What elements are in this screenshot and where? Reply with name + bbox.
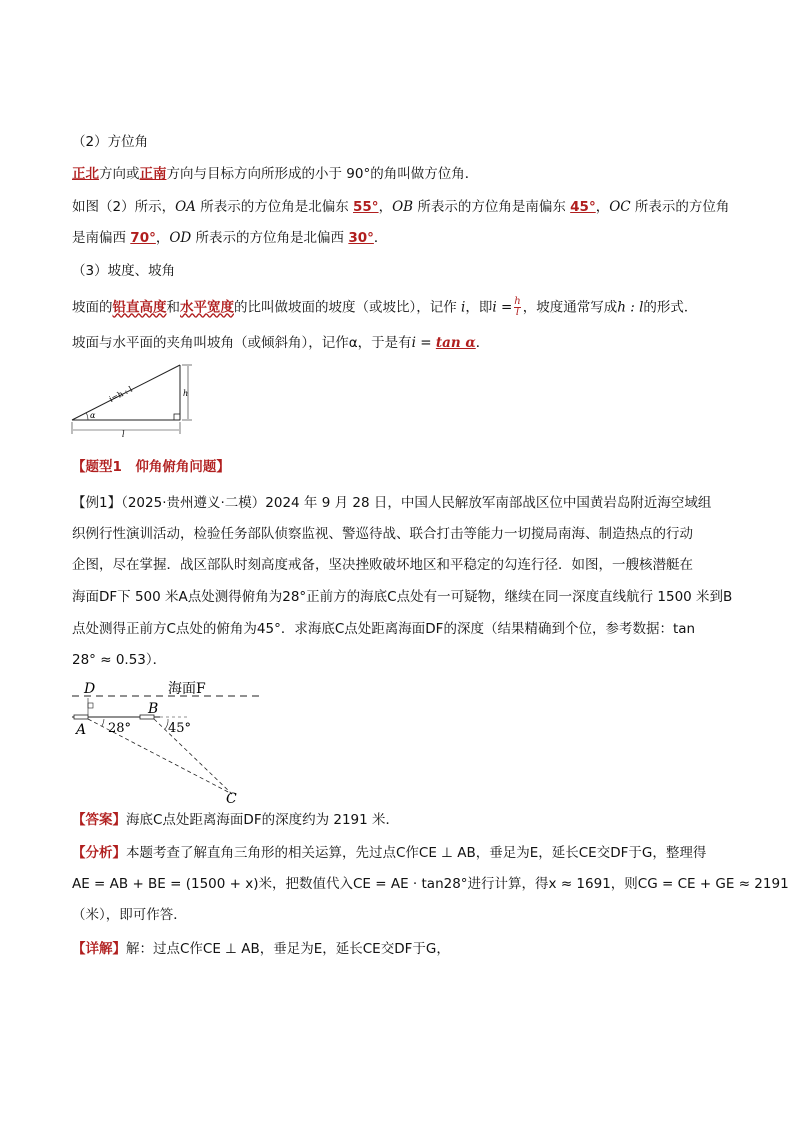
label-angle-45: 45° [168,721,192,736]
text: 所表示的方位角是南偏东 [413,199,571,215]
text: ，坡度通常写成 [522,299,618,316]
answer-blank: 55° [353,199,379,215]
topic-title: 【题型1 仰角俯角问题】 [72,459,230,475]
question-line-1: 【例1】（2025·贵州遵义·二模）2024 年 9 月 28 日，中国人民解放军南部战区位中国黄岩岛附近海空域组 [72,495,712,511]
keyword-south: 正南 [139,166,167,182]
text: 的形式． [643,299,698,316]
answer-blank: 45° [570,199,596,215]
azimuth-definition [72,164,722,184]
question-line-5: 点处测得正前方C点处的俯角为45°．求海底C点处距离海面DF的深度（结果精确到个位，参考数据：tan [72,621,696,637]
angle-arc [86,413,88,420]
text: 坡面的 [72,299,113,316]
text: 如图（2）所示， [72,199,176,215]
text: ，即 [465,299,493,316]
alpha-label: α [90,411,96,420]
text: 的比叫做坡面的坡度（或坡比），记作 [234,299,462,316]
question-line-6: 28° ≈ 0.53）． [72,652,167,668]
analysis-line-2: AE = AB + BE = (1500 + x)米，把数值代入CE = AE · tan28°进行计算，得x ≈ 1691，则CG = CE + GE ≈ 2191 [72,876,789,892]
label-c: C [226,791,237,806]
angle-arc-a [102,719,104,726]
fraction-h-over-l [514,297,520,318]
question-line-3: 企图，尽在掌握．战区部队时刻高度戒备，坚决挫败破坏地区和平稳定的勾连行径．如图，一艘核潜艇在 [72,557,693,573]
text: 坡面与水平面的夹角叫坡角（或倾斜角），记作α，于是有 [72,335,412,351]
label-d: D [84,681,96,697]
text: 是南偏西 [72,230,131,246]
ray-oc: OC [609,199,631,215]
label-sea-f: 海面F [168,681,206,697]
height-label: h [183,389,189,398]
text: 所表示的方位角是北偏东 [195,199,354,215]
analysis-text: 本题考查了解直角三角形的相关运算，先过点C作CE ⊥ AB，垂足为E，延长CE交DF于G，整理得 [126,845,707,861]
answer-tag: 【答案】 [72,812,126,828]
text: 和 [166,299,180,316]
formula-i: i = [411,335,436,351]
section-3-title: （3）坡度、坡角 [72,263,176,279]
fraction-numerator: h [514,296,521,307]
slope-figure [68,360,198,440]
label-angle-28: 28° [108,721,132,736]
answer-line [72,810,722,830]
label-a: A [76,722,87,738]
text: ． [475,335,490,351]
question-line-4: 海面DF下 500 米A点处测得俯角为28°正前方的海底C点处有一可疑物，继续在同一深度直线航行 1500 米到B [72,589,733,605]
slope-definition [72,297,722,318]
analysis-tag: 【分析】 [72,845,126,861]
label-b: B [148,701,159,717]
text: ， [378,199,393,215]
formula-i: i = [492,299,513,316]
submarine-a [74,715,88,719]
width-label: l [122,430,125,439]
detail-tag: 【详解】 [72,941,126,957]
question-line-2: 织例行性演训活动，检验任务部队侦察监视、警巡待战、联合打击等能力一切搅局南海、制造热点的行动 [72,526,693,542]
text: ， [595,199,610,215]
answer-text: 海底C点处距离海面DF的深度约为 2191 米． [126,812,400,828]
keyword-north: 正北 [72,166,99,182]
hypotenuse-label: i=h : l [107,384,134,404]
symbol-i: i [461,299,466,316]
line-of-sight-bc [154,719,232,794]
ratio-h-l: h : l [617,299,644,316]
submarine-figure [70,678,270,806]
definition-text: 方向或 [99,166,140,182]
keyword-vertical-height: 铅直高度 [112,299,167,316]
azimuth-example-line-2 [72,228,722,248]
answer-blank: 30° [348,230,374,246]
ray-od: OD [169,230,192,246]
fraction-denominator: l [515,307,520,318]
text: ， [155,230,170,246]
azimuth-example-line-1 [72,197,730,217]
answer-blank: 70° [130,230,156,246]
detail-text: 解：过点C作CE ⊥ AB，垂足为E，延长CE交DF于G， [126,941,450,957]
definition-text: 方向与目标方向所形成的小于 90°的角叫做方位角． [166,166,479,182]
ray-ob: OB [392,199,414,215]
right-angle-mark [174,414,180,420]
detail-line [72,939,722,959]
answer-blank-tan: tan α [435,335,476,351]
text: ． [373,230,388,246]
slope-angle-definition [72,333,722,353]
section-2-title: （2）方位角 [72,134,149,150]
right-angle-mark-d [88,703,93,708]
ray-oa: OA [175,199,196,215]
analysis-line-3: （米），即可作答． [72,907,187,923]
keyword-horizontal-width: 水平宽度 [180,299,234,316]
text: 所表示的方位角 [630,199,730,215]
text: 所表示的方位角是北偏西 [191,230,349,246]
analysis-line-1 [72,843,722,863]
